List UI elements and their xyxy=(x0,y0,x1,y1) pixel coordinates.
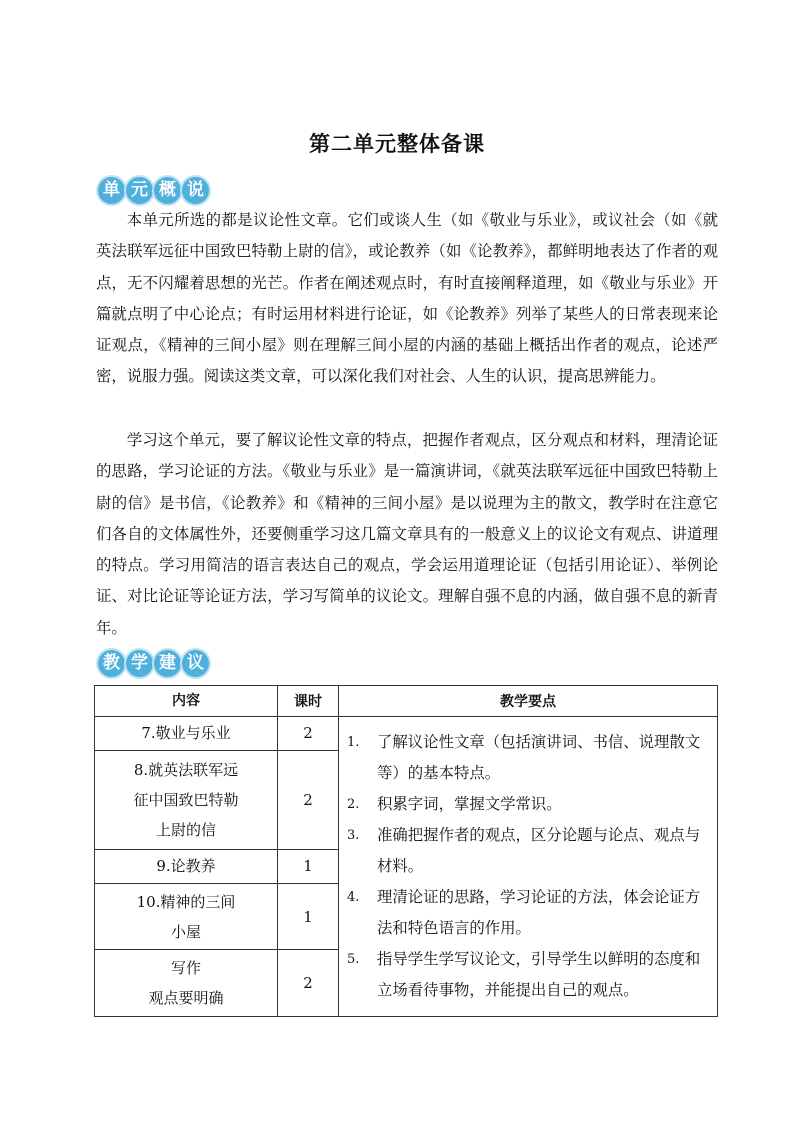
key-points-cell xyxy=(339,717,718,1017)
list-item xyxy=(347,820,709,882)
lesson-line: 写作 xyxy=(170,959,201,978)
list-number: 2. xyxy=(347,797,360,812)
hours-cell: 2 xyxy=(278,750,339,849)
hours-cell: 1 xyxy=(278,883,339,950)
page-title: 第二单元整体备课 xyxy=(309,132,485,156)
hours-cell: 2 xyxy=(278,717,339,751)
lesson-line: 征中国致巴特勒 xyxy=(133,790,239,809)
header-content: 内容 xyxy=(95,686,278,717)
list-text: 理清论证的思路，学习论证的方法，体会论证方法和特色语言的作用。 xyxy=(377,888,701,937)
lesson-cell xyxy=(95,883,278,950)
lesson-line: 7.敬业与乐业 xyxy=(141,724,231,743)
section-heading-overview xyxy=(98,175,209,207)
table-row xyxy=(95,717,718,751)
lesson-line: 8.就英法联军远 xyxy=(133,760,239,779)
section-heading-suggestions xyxy=(98,648,209,680)
list-text: 了解议论性文章（包括演讲词、书信、说理散文等）的基本特点。 xyxy=(377,733,701,782)
list-item xyxy=(347,944,709,1006)
list-item xyxy=(347,789,709,820)
heading-char: 说 xyxy=(182,177,209,204)
lesson-cell xyxy=(95,750,278,849)
lesson-cell xyxy=(95,950,278,1017)
lesson-line: 小屋 xyxy=(170,922,201,941)
overview-paragraph-2: 学习这个单元，要了解议论性文章的特点，把握作者观点，区分观点和材料，理清论证的思路，学习论证的方法。《敬业与乐业》是一篇演讲词，《就英法联军远征中国致巴特勒上尉的信》是书信，《论教养》和《精神的三间小屋》是以说理为主的散文，教学时在注意它们各自的文体属性外，还要侧重学习这几篇文章具有的一般意义上的议论文有观点、讲道理的特点。学习用简洁的语言表达自己的观点，学会运用道理论证（包括引用论证）、举例论证、对比论证等论证方法，学习写简单的议论文。理解自强不息的内涵，做自强不息的新青年。 xyxy=(96,431,718,637)
list-number: 5. xyxy=(347,952,360,967)
list-text: 准确把握作者的观点，区分论题与论点、观点与材料。 xyxy=(377,826,701,875)
heading-char: 概 xyxy=(154,177,181,204)
list-number: 1. xyxy=(347,735,360,750)
heading-char: 建 xyxy=(154,650,181,677)
lesson-line: 10.精神的三间 xyxy=(136,892,236,911)
list-item xyxy=(347,882,709,944)
lesson-line: 观点要明确 xyxy=(148,989,224,1008)
heading-char: 单 xyxy=(98,177,125,204)
table-header-row xyxy=(95,686,718,717)
list-item xyxy=(347,727,709,789)
heading-char: 学 xyxy=(126,650,153,677)
list-text: 积累字词，掌握文学常识。 xyxy=(377,795,562,813)
lesson-line: 9.论教养 xyxy=(156,857,216,876)
lesson-line: 上尉的信 xyxy=(155,820,216,839)
overview-paragraph-1: 本单元所选的都是议论性文章。它们或谈人生（如《敬业与乐业》，或议社会（如《就英法联军远征中国致巴特勒上尉的信》，或论教养（如《论教养》，都鲜明地表达了作者的观点，无不闪耀着思想的光芒。作者在阐述观点时，有时直接阐释道理，如《敬业与乐业》开篇就点明了中心论点；有时运用材料进行论证，如《论教养》列举了某些人的日常表现来论证观点，《精神的三间小屋》则在理解三间小屋的内涵的基础上概括出作者的观点，论述严密，说服力强。阅读这类文章，可以深化我们对社会、人生的认识，提高思辨能力。 xyxy=(96,211,718,386)
list-number: 4. xyxy=(347,890,360,905)
heading-char: 教 xyxy=(98,650,125,677)
teaching-plan-table xyxy=(94,685,718,1017)
header-hours: 课时 xyxy=(278,686,339,717)
header-points: 教学要点 xyxy=(339,686,718,717)
lesson-cell xyxy=(95,850,278,884)
lesson-cell xyxy=(95,717,278,751)
list-text: 指导学生学写议论文，引导学生以鲜明的态度和立场看待事物，并能提出自己的观点。 xyxy=(377,950,701,999)
hours-cell: 2 xyxy=(278,950,339,1017)
list-number: 3. xyxy=(347,828,360,843)
hours-cell: 1 xyxy=(278,850,339,884)
heading-char: 议 xyxy=(182,650,209,677)
heading-char: 元 xyxy=(126,177,153,204)
key-points-list xyxy=(347,727,709,1006)
